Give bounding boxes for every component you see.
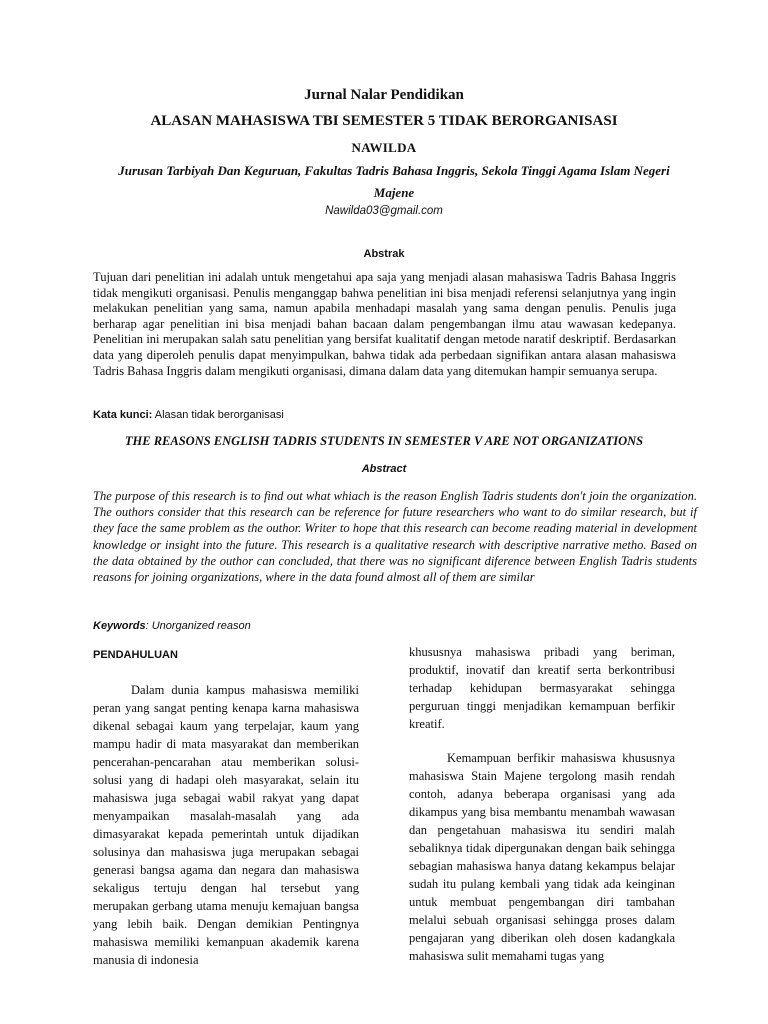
english-title: THE REASONS ENGLISH TADRIS STUDENTS IN SEMESTER V ARE NOT ORGANIZATIONS xyxy=(124,434,644,448)
abstract-body: The purpose of this research is to find out what whiach is the reason English Tadris students don't join the organization. The outhors consider that this research can be reference for future researchers who want to do similar research, but if they face the same problem as the outhor. Writer to hope that this research can become reading material in development knowledge or insight into the future. This research is a qualitative research with descriptive narrative metho. Based on the data obtained by the outhor can concluded, that there was no significant diference between English Tadris students reasons for joining organizations, where in the data found almost all of them are similar xyxy=(93,489,697,585)
author-affiliation: Jurusan Tarbiyah Dan Keguruan, Fakultas Tadris Bahasa Inggris, Sekola Tinggi Agama Islam Negeri Majene xyxy=(118,163,670,200)
keywords-label: Keywords xyxy=(93,620,146,632)
abstrak-heading: Abstrak xyxy=(363,248,405,260)
journal-name: Jurnal Nalar Pendidikan xyxy=(304,87,464,103)
author-name: NAWILDA xyxy=(351,140,417,155)
kata-kunci xyxy=(93,409,284,421)
kata-kunci-value: Alasan tidak berorganisasi xyxy=(152,409,284,421)
kata-kunci-label: Kata kunci: xyxy=(93,409,153,421)
abstrak-body: Tujuan dari penelitian ini adalah untuk mengetahui apa saja yang menjadi alasan mahasiswa Tadris Bahasa Inggris tidak mengikuti organisasi. Penulis menganggap bahwa penelitian ini bisa menjadi referensi selanjutnya yang ingin melakukan penelitian yang sama, namun apabila menhadapi masalah yang sama dengan penulis. Penulis juga berharap agar penelitian ini bisa menjadi bahan bacaan dalam pengembangan ilmu atau wawasan kedepanya. Penelitian ini merupakan salah satu penelitian yang bersifat kualitatif dengan metode naratif deskriptif. Berdasarkan data yang diperoleh penulis dapat menyimpulkan, bahwa tidak ada perbedaan signifikan antara alasan mahasiswa Tadris Bahasa Inggris dalam mengikuti organisasi, dimana dalam data yang ditemukan hampir semuanya serupa. xyxy=(93,270,676,378)
abstract-heading: Abstract xyxy=(361,463,407,475)
left-column xyxy=(93,646,359,969)
right-column xyxy=(409,643,675,965)
section-heading-pendahuluan: PENDAHULUAN xyxy=(93,649,178,661)
body-paragraph: khususnya mahasiswa pribadi yang beriman, produktif, inovatif dan kreatif serta berkontribusi terhadap kehidupan bermasyarakat sehingga perguruan tinggi menjadikan kemampuan berfikir kreatif. xyxy=(409,645,675,731)
body-paragraph: Kemampuan berfikir mahasiswa khususnya mahasiswa Stain Majene tergolong masih rendah contoh, adanya beberapa organisasi yang ada dikampus yang bisa membantu menambah wawasan dan pengetahuan mahasiswa itu sendiri malah sebaliknya tidak dipergunakan dengan baik sehingga sebagian mahasiswa hanya datang kekampus belajar sudah itu pulang kembali yang tidak ada keinginan untuk membuat pengembangan diri tambahan melalui sebuah organisasi sehingga proses dalam pengajaran yang diberikan oleh dosen kadangkala mahasiswa sulit memahami tugas yang xyxy=(409,751,675,963)
body-paragraph: Dalam dunia kampus mahasiswa memiliki peran yang sangat penting kenapa karna mahasiswa dikenal sebagai kaum yang terpelajar, kaum yang mampu hadir di mata masyarakat dan memberikan pencerahan-pencarahan atau memberikan solusi-solusi yang di hadapi oleh masyarakat, selain itu mahasiswa juga sebagai wabil rakyat yang dapat menyampaikan masalah-masalah yang ada dimasyarakat kepada pemerintah untuk dijadikan solusinya dan mahasiswa juga merupakan sebagai generasi bangsa agama dan negara dan mahasiswa sekaligus tertuju dengan hal tersebut yang merupakan gerbang utama menuju kemajuan bangsa yang lebih baik. Dengan demikian Pentingnya mahasiswa memiliki kemanpuan akademik karena manusia di indonesia xyxy=(93,683,359,967)
keywords xyxy=(93,620,251,632)
author-email: Nawilda03@gmail.com xyxy=(325,205,443,217)
keywords-value: : Unorganized reason xyxy=(145,620,251,632)
paper-title: ALASAN MAHASISWA TBI SEMESTER 5 TIDAK BERORGANISASI xyxy=(150,113,618,129)
